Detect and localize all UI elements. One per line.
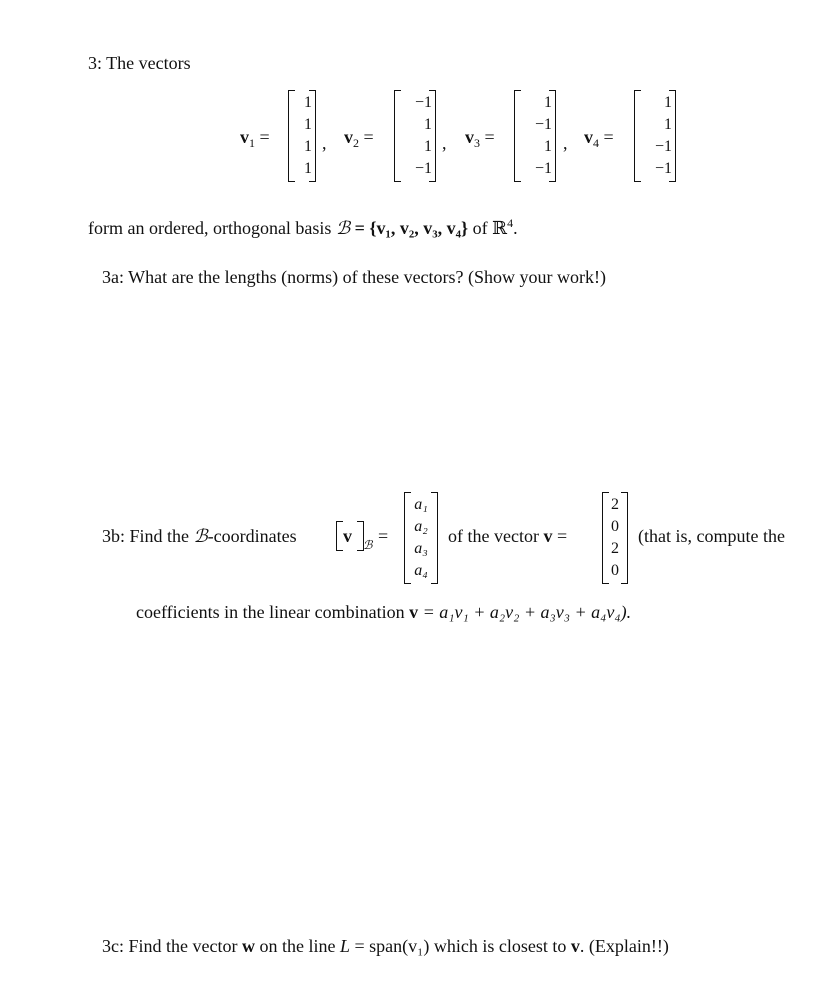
v3-entry: −1 bbox=[534, 160, 552, 177]
vector-label-v2: $v_2$ = bbox=[344, 127, 374, 150]
coord-bracket bbox=[336, 521, 364, 551]
part-b-middle: of the vector v = bbox=[448, 526, 568, 546]
v4-entry: 1 bbox=[664, 116, 672, 133]
v2-entry: −1 bbox=[414, 160, 432, 177]
part-b-middle-text: of the vector bbox=[448, 526, 539, 546]
coord-v-symbol: v bbox=[343, 526, 352, 546]
basis-end: . bbox=[513, 218, 518, 238]
combination-lhs: v bbox=[409, 602, 419, 622]
v4-entry: −1 bbox=[654, 138, 672, 155]
v2-entry: 1 bbox=[424, 116, 432, 133]
v4-entry: −1 bbox=[654, 160, 672, 177]
v3-entry: 1 bbox=[544, 138, 552, 155]
v4-index: 4 bbox=[593, 136, 599, 150]
basis-set: = {v₁, v₂, v₃, v₄} bbox=[354, 218, 469, 238]
comma-separator: , bbox=[563, 133, 568, 153]
part-b-basis-symbol: ℬ bbox=[193, 526, 208, 547]
vector-label-v3: $v_3$ = bbox=[465, 127, 495, 150]
v2-symbol: v bbox=[344, 127, 353, 147]
part-b-line2-text: coefficients in the linear combination bbox=[136, 602, 405, 622]
v3-symbol: v bbox=[465, 127, 474, 147]
part-c-v-symbol: v bbox=[570, 936, 580, 956]
vector-v3-matrix bbox=[514, 90, 556, 182]
part-c-end: . (Explain!!) bbox=[579, 936, 669, 956]
part-c-mid: on the line bbox=[259, 936, 336, 956]
part-b-prefix bbox=[102, 525, 297, 548]
part-b-tail: (that is, compute the bbox=[638, 526, 785, 546]
v1-entry: 1 bbox=[304, 138, 312, 155]
v4-symbol: v bbox=[584, 127, 593, 147]
v1-entry: 1 bbox=[304, 116, 312, 133]
v2-index: 2 bbox=[353, 136, 359, 150]
space-symbol: ℝ bbox=[492, 218, 508, 238]
part-b-prefix-text: 3b: Find the bbox=[102, 526, 190, 546]
part-c-tail: which is closest to bbox=[433, 936, 567, 956]
v2-entry: 1 bbox=[424, 138, 432, 155]
part-b-suffix: -coordinates bbox=[207, 526, 297, 546]
v1-symbol: v bbox=[240, 127, 249, 147]
vector-label-v4: $v_4$ = bbox=[584, 127, 614, 150]
basis-sentence bbox=[88, 212, 518, 240]
part-c-prefix: 3c: Find the vector bbox=[102, 936, 238, 956]
basis-symbol: ℬ bbox=[335, 218, 351, 239]
coord-equals: = bbox=[378, 526, 389, 546]
v2-entry: −1 bbox=[414, 94, 432, 111]
v1-index: 1 bbox=[249, 136, 255, 150]
v3-entry: 1 bbox=[544, 94, 552, 111]
comma-separator: , bbox=[322, 133, 327, 153]
vector-v2-matrix bbox=[394, 90, 436, 182]
vector-v1-matrix bbox=[288, 90, 316, 182]
v3-entry: −1 bbox=[534, 116, 552, 133]
space-exponent: 4 bbox=[507, 216, 514, 230]
vector-v4-matrix bbox=[634, 90, 676, 182]
part-b-line2 bbox=[136, 601, 631, 623]
v1-entry: 1 bbox=[304, 160, 312, 177]
coord-entry: a₁ bbox=[414, 496, 428, 513]
coord-subscript: ℬ bbox=[363, 538, 373, 552]
part-c-L-symbol: L bbox=[339, 936, 350, 956]
part-c-span: = span(v₁) bbox=[354, 936, 430, 956]
coord-entry: a₃ bbox=[414, 540, 428, 557]
part-c-w-symbol: w bbox=[241, 936, 255, 956]
combination-rhs: = a₁v₁ + a₂v₂ + a₃v₃ + a₄v₄). bbox=[422, 602, 632, 622]
v-entry: 0 bbox=[611, 562, 619, 579]
v1-entry: 1 bbox=[304, 94, 312, 111]
v-entry: 0 bbox=[611, 518, 619, 535]
problem-heading: 3: The vectors bbox=[88, 53, 191, 73]
v4-entry: 1 bbox=[664, 94, 672, 111]
v-entry: 2 bbox=[611, 496, 619, 513]
coord-entry: a₂ bbox=[414, 518, 428, 535]
basis-intro: form an ordered, orthogonal basis bbox=[88, 218, 332, 238]
part-b-v-symbol: v bbox=[543, 526, 553, 546]
part-c-question bbox=[102, 935, 669, 957]
basis-of: of bbox=[472, 218, 488, 238]
coord-entry: a₄ bbox=[414, 562, 428, 579]
coord-vector-matrix bbox=[404, 492, 438, 584]
comma-separator: , bbox=[442, 133, 447, 153]
vector-label-v1: $v_1$ = bbox=[240, 127, 270, 150]
v3-index: 3 bbox=[474, 136, 480, 150]
v-vector-matrix bbox=[602, 492, 628, 584]
part-a-question: 3a: What are the lengths (norms) of these vectors? (Show your work!) bbox=[102, 267, 607, 287]
v-entry: 2 bbox=[611, 540, 619, 557]
